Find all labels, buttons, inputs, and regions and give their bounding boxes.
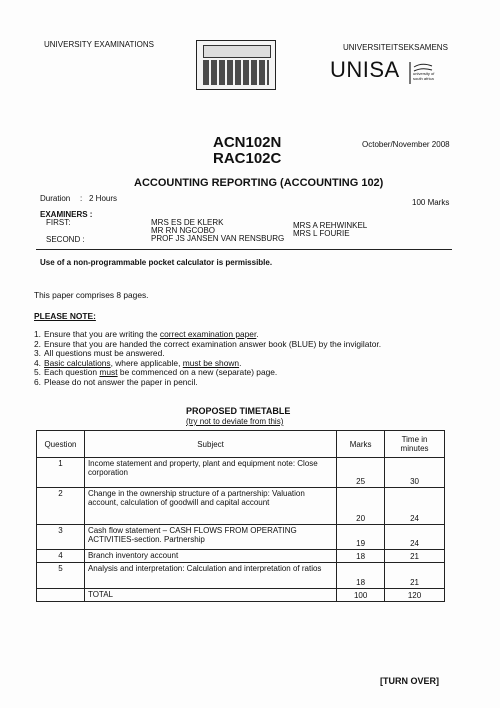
cell-question: 5 [37,563,85,589]
header-right: UNIVERSITEITSEKSAMENS [343,43,448,52]
table-header-row [37,431,445,458]
cell-total-marks: 100 [337,589,385,602]
divider [36,249,452,250]
pages-note: This paper comprises 8 pages. [34,290,149,300]
cell-time: 21 [385,563,445,589]
unisa-tagline: university of south africa [413,71,435,81]
table-row [37,458,445,488]
duration-label: Duration [40,194,71,203]
col-question: Question [37,431,85,458]
cell-subject: Change in the ownership structure of a partnership: Valuation account, calculation of goodwill and capital account [84,488,336,525]
calculator-note: Use of a non-programmable pocket calculator is permissible. [40,258,273,267]
unisa-logo: UNISA [330,57,400,82]
second-examiner-label: SECOND : [46,235,85,244]
cell-time: 21 [385,550,445,563]
first-examiner-name: MRS ES DE KLERK [151,218,224,227]
cell-total-label: TOTAL [84,589,336,602]
col-time: Time in minutes [385,431,445,458]
cell-subject: Income statement and property, plant and equipment note: Close corporation [84,458,336,488]
table-row [37,563,445,589]
cell-subject: Analysis and interpretation: Calculation and interpretation of ratios [84,563,336,589]
cell-question: 2 [37,488,85,525]
exam-session: October/November 2008 [362,140,450,149]
calculator-icon [196,40,276,90]
cell-marks: 18 [337,563,385,589]
paper-title: ACCOUNTING REPORTING (ACCOUNTING 102) [134,177,384,189]
cell-marks: 25 [337,458,385,488]
notes-list [34,330,381,388]
first-examiner-name: MR RN NGCOBO [151,226,215,235]
timetable-subtitle: (try not to deviate from this) [186,417,284,426]
turn-over-label: [TURN OVER] [380,676,439,686]
first-examiner-label: FIRST: [46,218,71,227]
first-examiner-name: MRS A REHWINKEL [293,221,368,230]
cell-subject: Cash flow statement – CASH FLOWS FROM OPERATING ACTIVITIES-section. Partnership [84,525,336,550]
cell-question: 1 [37,458,85,488]
table-total-row [37,589,445,602]
table-row [37,488,445,525]
col-subject: Subject [84,431,336,458]
please-note-heading: PLEASE NOTE: [34,311,96,321]
note-item: 5. Each question must be commenced on a new (separate) page. [34,367,278,378]
duration-value: 2 Hours [89,194,118,203]
total-marks: 100 Marks [412,198,450,207]
cell-question: 4 [37,550,85,563]
course-code-2: RAC102C [213,150,282,167]
timetable-title: PROPOSED TIMETABLE [186,406,291,416]
cell-subject: Branch inventory account [84,550,336,563]
note-item: 4. Basic calculations, where applicable, must be shown. [34,357,242,368]
cell-question: 3 [37,525,85,550]
examiners-label: EXAMINERS : [40,210,93,219]
note-item: 3. All questions must be answered. [34,348,165,359]
note-item: 1. Ensure that you are writing the correct examination paper. [34,329,259,339]
course-code-1: ACN102N [213,134,282,151]
cell-time: 24 [385,488,445,525]
col-marks: Marks [337,431,385,458]
timetable [36,430,445,602]
note-item: 2. Ensure that you are handed the correct examination answer book (BLUE) by the invigilator. [34,338,382,349]
cell-total-time: 120 [385,589,445,602]
duration-sep: : [80,194,83,203]
cell-marks: 18 [337,550,385,563]
table-row [37,525,445,550]
cell-time: 30 [385,458,445,488]
cell-question [37,589,85,602]
first-examiner-name: MRS L FOURIE [293,229,350,238]
cell-marks: 19 [337,525,385,550]
second-examiner-name: PROF JS JANSEN VAN RENSBURG [151,234,285,243]
calculator-keys [203,60,269,85]
table-row [37,550,445,563]
cell-marks: 20 [337,488,385,525]
cell-time: 24 [385,525,445,550]
calculator-screen [203,45,271,58]
note-item: 6. Please do not answer the paper in pencil. [34,376,198,387]
header-left: UNIVERSITY EXAMINATIONS [44,40,154,49]
